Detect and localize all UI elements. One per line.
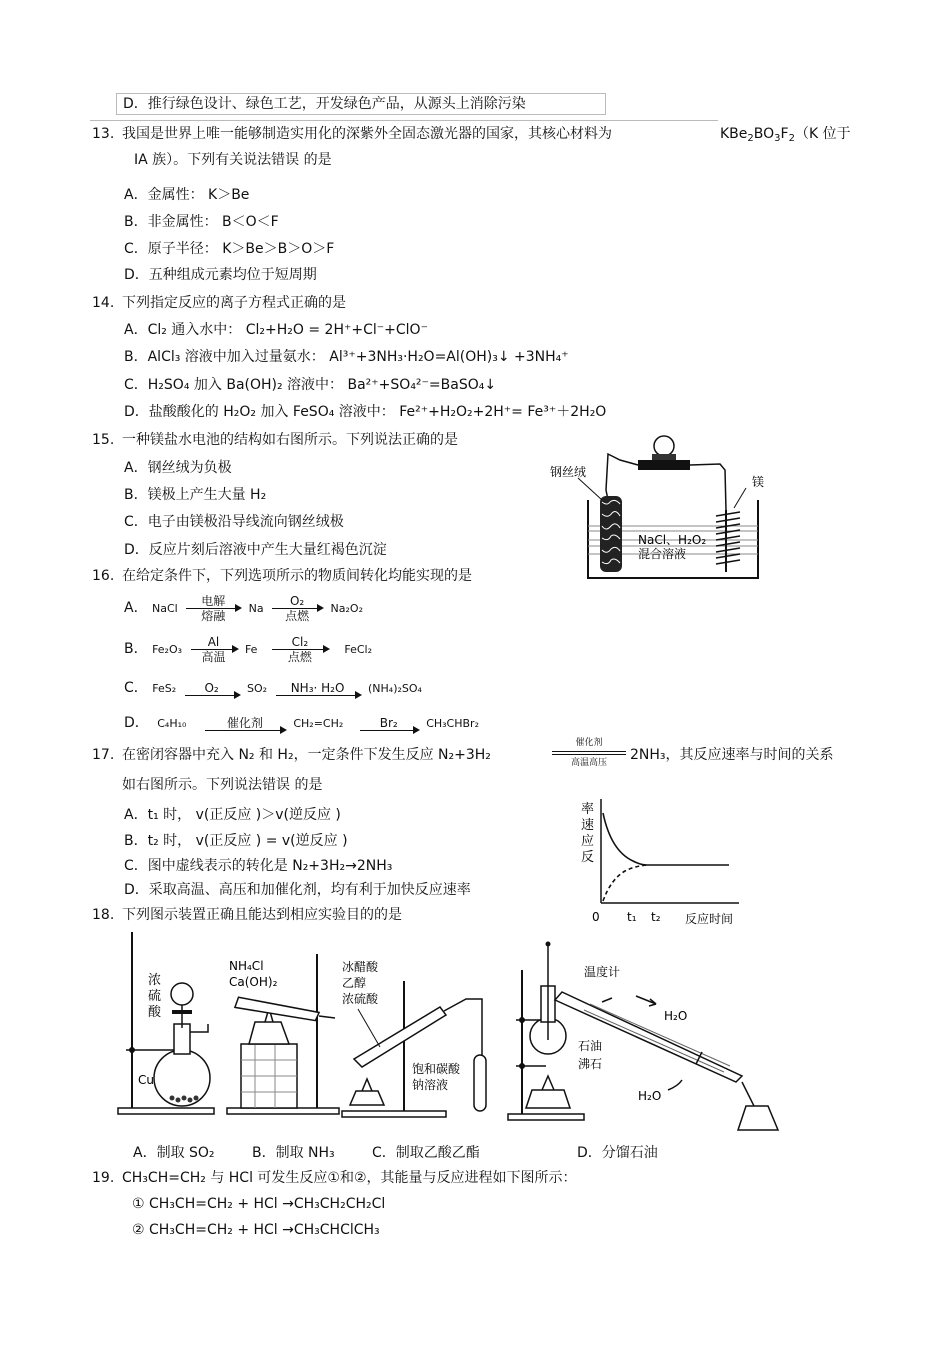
q16-option-d: D． C₄H₁₀ 催化剂 CH₂=CH₂ Br₂ CH₃CHBr₂: [124, 715, 479, 731]
figa-label-2: 硫: [148, 989, 162, 1004]
figc-label-1: 冰醋酸: [342, 960, 379, 974]
q18-caption-c: C．制取乙酸乙酯: [372, 1145, 480, 1161]
q13-formula: $KBe_2BO_3F_2(K$ 位于: [720, 126, 851, 144]
q12-option-d: D．推行绿色设计、绿色工艺，开发绿色产品，从源头上消除污染: [116, 93, 606, 115]
q15-option-b: B．镁极上产生大量 H₂: [124, 487, 267, 503]
q13-stem-1: 我国是世界上唯一能够制造实用化的深紫外全固态激光器的国家，其核心材料为: [122, 126, 612, 142]
divider: [90, 120, 718, 121]
q13-stem-2: ⅠA 族）。下列有关说法错误 的是: [134, 152, 332, 168]
forward-rate-curve: [603, 813, 729, 865]
q19-number: 19.: [92, 1170, 115, 1186]
q14-option-a: A．Cl₂ 通入水中： Cl₂+H₂O = 2H⁺+Cl⁻+ClO⁻: [124, 322, 428, 338]
q15-option-a: A．钢丝绒为负极: [124, 460, 232, 476]
q17-option-a: A．t₁ 时， v(正反应 )＞v(逆反应 ): [124, 807, 341, 823]
figc-label-3: 浓硫酸: [342, 992, 379, 1006]
q19-reaction-1: ① CH₃CH=CH₂ + HCl →CH₃CH₂CH₂Cl: [132, 1196, 386, 1212]
figa-label-3: 酸: [148, 1005, 162, 1020]
q14-option-d: D．盐酸酸化的 H₂O₂ 加入 FeSO₄ 溶液中： Fe²⁺+H₂O₂+2H⁺= Fe³⁺＋2H₂O: [124, 404, 607, 420]
q15-option-c: C．电子由镁极沿导线流向钢丝绒极: [124, 514, 344, 530]
q17-stem-1b: 2NH₃，其反应速率与时间的关系: [630, 747, 834, 763]
figd-water-out-label: H₂O: [664, 1009, 688, 1023]
x-axis-label: 反应时间: [685, 912, 734, 926]
figb-label-2: Ca(OH)₂: [229, 975, 278, 989]
apparatus-a-so2: [112, 928, 222, 1118]
origin-label: 0: [592, 910, 600, 924]
q16-option-b: B． Fe₂O₃ Al 高温 Fe Cl₂ 点燃 FeCl₂: [124, 634, 372, 664]
q19-stem: CH₃CH=CH₂ 与 HCl 可发生反应①和②，其能量与反应进程如下图所示：: [122, 1170, 577, 1186]
t1-label: t₁: [627, 910, 637, 924]
t2-label: t₂: [651, 910, 661, 924]
figd-oil-label: 石油: [578, 1039, 603, 1053]
q14-number: 14.: [92, 295, 115, 311]
q15-stem: 一种镁盐水电池的结构如右图所示。下列说法正确的是: [122, 432, 458, 448]
y-label-4: 反: [581, 850, 595, 865]
q16-option-a: A． NaCl 电解 熔融 Na O₂ 点燃 Na₂O₂: [124, 593, 363, 623]
magnesium-label: 镁: [752, 475, 765, 489]
q18-caption-d: D．分馏石油: [577, 1145, 658, 1161]
figc-label-2: 乙醇: [342, 976, 367, 990]
q17-option-d: D．采取高温、高压和加催化剂，均有利于加快反应速率: [124, 882, 471, 898]
reverse-rate-curve: [603, 865, 647, 901]
y-label-3: 应: [581, 834, 595, 849]
q15-number: 15.: [92, 432, 115, 448]
q14-option-c: C．H₂SO₄ 加入 Ba(OH)₂ 溶液中： Ba²⁺+SO₄²⁻=BaSO₄↓: [124, 377, 497, 393]
figc-label-5: 钠溶液: [412, 1078, 449, 1092]
figa-label-1: 浓: [148, 973, 162, 988]
q13-option-d: D．五种组成元素均位于短周期: [124, 267, 317, 283]
y-label-2: 速: [581, 818, 595, 833]
q17-stem-1a: 在密闭容器中充入 N₂ 和 H₂，一定条件下发生反应 N₂+3H₂: [122, 747, 491, 763]
figb-label-1: NH₄Cl: [229, 959, 264, 973]
apparatus-c-ester: [340, 955, 500, 1120]
q13-option-b: B．非金属性： B＜O＜F: [124, 214, 279, 230]
figc-label-4: 饱和碳酸: [412, 1062, 461, 1076]
q17-number: 17.: [92, 747, 115, 763]
figd-water-in-label: H₂O: [638, 1089, 662, 1103]
q16-option-c: C． FeS₂ O₂ SO₂ NH₃· H₂O (NH₄)₂SO₄: [124, 680, 422, 696]
q13-option-c: C．原子半径： K＞Be＞B＞O＞F: [124, 241, 335, 257]
q18-number: 18.: [92, 907, 115, 923]
q18-caption-a: A．制取 SO₂: [133, 1145, 215, 1161]
figa-cu-label: Cu: [138, 1073, 154, 1087]
figd-thermometer-label: 温度计: [584, 965, 621, 979]
q16-number: 16.: [92, 568, 115, 584]
steel-wool-label: 钢丝绒: [550, 465, 587, 479]
solution-label-2: 混合溶液: [638, 547, 687, 561]
q14-option-b: B．AlCl₃ 溶液中加入过量氨水： Al³⁺+3NH₃·H₂O=Al(OH)₃↓ +3NH₄⁺: [124, 349, 569, 365]
q13-option-a: A．金属性： K＞Be: [124, 187, 250, 203]
rate-time-graph: [575, 795, 750, 930]
q18-stem: 下列图示装置正确且能达到相应实验目的的是: [122, 907, 402, 923]
q19-reaction-2: ② CH₃CH=CH₂ + HCl →CH₃CHClCH₃: [132, 1222, 380, 1238]
battery-diagram: [540, 430, 780, 582]
figd-stone-label: 沸石: [578, 1057, 603, 1071]
solution-label-1: NaCl、H₂O₂: [638, 533, 707, 547]
q14-stem: 下列指定反应的离子方程式正确的是: [122, 295, 346, 311]
q16-stem: 在给定条件下，下列选项所示的物质间转化均能实现的是: [122, 568, 472, 584]
apparatus-d-distillation: [506, 940, 786, 1140]
y-label-1: 率: [581, 802, 595, 817]
q15-option-d: D．反应片刻后溶液中产生大量红褐色沉淀: [124, 542, 387, 558]
q13-number: 13.: [92, 126, 115, 142]
q17-option-c: C．图中虚线表示的转化是 N₂+3H₂→2NH₃: [124, 858, 393, 874]
q17-option-b: B．t₂ 时， v(正反应 ) = v(逆反应 ): [124, 833, 348, 849]
q18-caption-b: B．制取 NH₃: [252, 1145, 335, 1161]
q17-stem-2: 如右图所示。下列说法错误 的是: [122, 777, 323, 793]
apparatus-b-nh3: [225, 950, 345, 1118]
q17-equilibrium-arrow: 催化剂 高温高压: [552, 736, 626, 770]
